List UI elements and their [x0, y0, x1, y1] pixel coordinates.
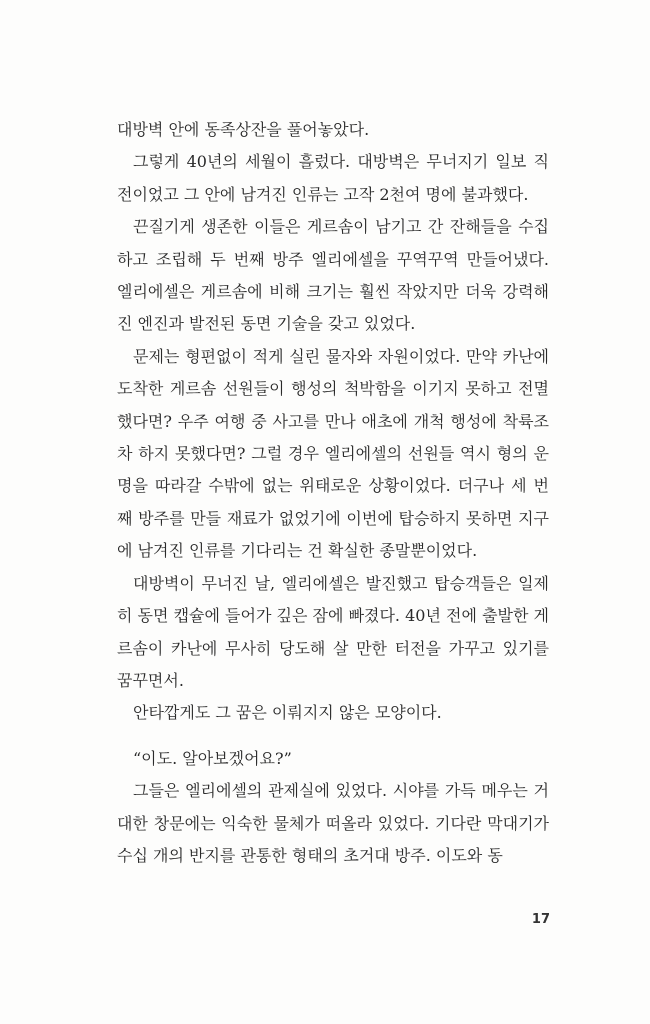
paragraph-2: 그렇게 40년의 세월이 흘렀다. 대방벽은 무너지기 일보 직전이었고 그 안에 남겨진 인류는 고작 2천여 명에 불과했다.	[117, 152, 549, 204]
paragraph-6: 안타깝게도 그 꿈은 이뤄지지 않은 모양이다.	[133, 703, 442, 723]
paragraph-4: 문제는 형편없이 적게 실린 물자와 자원이었다. 만약 카난에 도착한 게르솜 선원들이 행성의 척박함을 이기지 못하고 전멸했다면? 우주 여행 중 사고를 만나 애초에 개척 행성에 착륙조차 하지 못했다면? 그럴 경우 엘리에셀의 선원들 역시 형의 운명을 따라갈 수밖에 없는 위태로운 상황이었다. 더구나 세 번째 방주를 만들 재료가 없었기에 이번에 탑승하지 못하면 지구에 남겨진 인류를 기다리는 건 확실한 종말뿐이었다.	[117, 346, 549, 561]
dialogue-line: “이도. 알아보겠어요?”	[133, 749, 292, 768]
paragraph-1: 대방벽 안에 동족상잔을 풀어놓았다.	[117, 120, 370, 139]
body-text-section-2	[117, 743, 549, 873]
paragraph-7: 그들은 엘리에셀의 관제실에 있었다. 시야를 가득 메우는 거대한 창문에는 익숙한 물체가 떠올라 있었다. 기다란 막대기가 수십 개의 반지를 관통한 형태의 초거대 방주. 이도와 동	[117, 781, 549, 866]
body-text-section-1	[117, 114, 549, 730]
page-number: 17	[531, 912, 550, 927]
paragraph-5: 대방벽이 무너진 날, 엘리에셀은 발진했고 탑승객들은 일제히 동면 캡슐에 들어가 깊은 잠에 빠졌다. 40년 전에 출발한 게르솜이 카난에 무사히 당도해 살 만한 터전을 가꾸고 있기를 꿈꾸면서.	[117, 573, 549, 690]
paragraph-3: 끈질기게 생존한 이들은 게르솜이 남기고 간 잔해들을 수집하고 조립해 두 번째 방주 엘리에셀을 꾸역꾸역 만들어냈다. 엘리에셀은 게르솜에 비해 크기는 훨씬 작았지만 더욱 강력해진 엔진과 발전된 동면 기술을 갖고 있었다.	[117, 217, 549, 334]
